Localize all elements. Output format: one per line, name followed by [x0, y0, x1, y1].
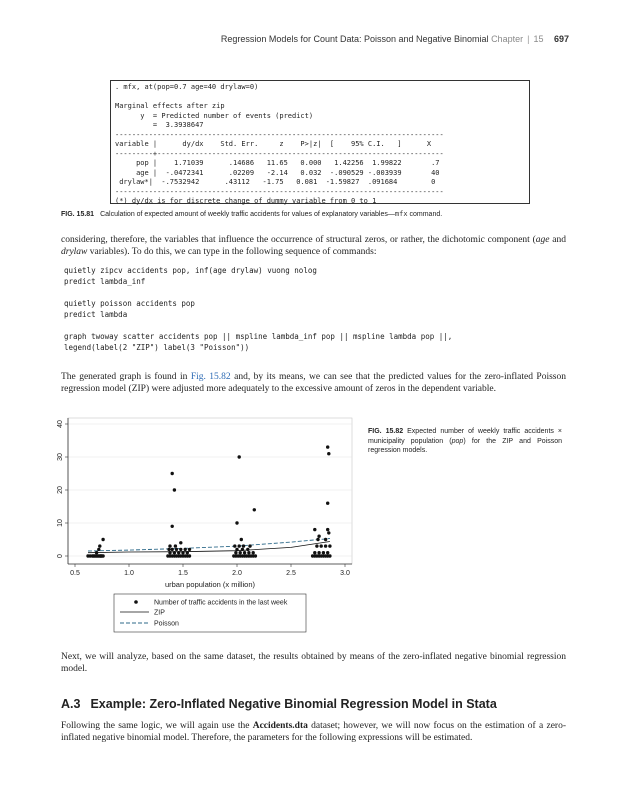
stata-line: ------------------------------------------------------------------------------ [115, 130, 444, 139]
y-tick-label: 10 [57, 519, 64, 527]
stata-line: (*) dy/dx is for discrete change of dummy variable from 0 to 1 [115, 197, 377, 205]
stata-line: . mfx, at(pop=0.7 age=40 drylaw=0) [115, 83, 259, 91]
stata-line: pop | 1.71039 .14686 11.65 0.000 1.42256 1.99822 .7 [115, 159, 440, 167]
code-line: quietly zipcv accidents pop, inf(age drylaw) vuong nolog [64, 266, 317, 275]
code-line: quietly poisson accidents pop [64, 299, 195, 308]
data-point [188, 548, 191, 551]
legend-zip: ZIP [154, 609, 165, 617]
data-point [101, 554, 104, 557]
data-point [173, 488, 176, 491]
data-point [324, 544, 327, 547]
stata-line: Marginal effects after zip [115, 102, 225, 110]
para1-end: variables). To do this, we can type in the following sequence of commands: [87, 247, 377, 257]
data-point [174, 544, 177, 547]
stata-line: age | -.0472341 .02209 -2.14 0.032 -.090529 -.003939 40 [115, 168, 440, 177]
data-point [175, 548, 178, 551]
data-point [181, 551, 184, 554]
data-point [240, 538, 243, 541]
data-point [95, 551, 98, 554]
poisson-line [88, 539, 330, 552]
data-point [326, 528, 329, 531]
axis-ticks [57, 420, 350, 577]
y-tick-label: 40 [57, 420, 64, 428]
fig-15-82-var: pop [451, 437, 464, 445]
fig-15-82-caption [368, 427, 562, 456]
data-point [242, 544, 245, 547]
scatter-points [86, 445, 331, 557]
data-point [317, 535, 320, 538]
fig-15-82-link[interactable]: Fig. 15.82 [190, 372, 231, 382]
data-point [327, 452, 330, 455]
x-tick-label: 2.5 [286, 570, 296, 577]
fig-15-81-text: Calculation of expected amount of weekly traffic accidents for values of explanatory variables— [100, 211, 395, 218]
x-tick-label: 1.5 [178, 570, 188, 577]
data-point [233, 544, 236, 547]
fig-15-82-text-a: Expected number of weekly traffic accidents × municipality population ( [368, 428, 562, 445]
data-point [188, 554, 191, 557]
data-point [253, 508, 256, 511]
data-point [326, 445, 329, 448]
data-point [177, 551, 180, 554]
stata-line: ---------+-------------------------------------------------------------------- [115, 149, 444, 158]
para1-var-age: age [535, 235, 550, 245]
data-point [326, 502, 329, 505]
data-point [171, 525, 174, 528]
data-point [328, 554, 331, 557]
data-point [179, 548, 182, 551]
header-chapter: Chapter [491, 34, 524, 44]
stata-line: ------------------------------------------------------------------------------ [115, 187, 444, 196]
para4-end: dataset; however, we will now focus on the estimation of a zero-inflated negative binomial model. Therefore, the parameters for the following expressions will be estimated. [61, 721, 566, 743]
section-number: A.3 [61, 697, 81, 711]
stata-line: drylaw*| -.7532942 .43112 -1.75 0.081 -1.59827 .091684 0 [115, 178, 436, 186]
fig-15-81-command: mfx [394, 210, 408, 218]
header-title: Regression Models for Count Data: Poisson and Negative Binomial [220, 34, 489, 44]
data-point [168, 544, 171, 547]
data-point [101, 538, 104, 541]
legend-poisson: Poisson [154, 620, 179, 628]
plot-region [68, 418, 352, 564]
x-axis-label: urban population (x million) [164, 580, 256, 589]
data-point [98, 544, 101, 547]
para3-text: Next, we will analyze, based on the same dataset, the results obtained by means of the zero-inflated negative binomial regression model. [61, 652, 566, 674]
data-point [322, 551, 325, 554]
data-point [317, 551, 320, 554]
data-point [168, 551, 171, 554]
paragraph-following [61, 720, 566, 744]
data-point [247, 551, 250, 554]
fig-15-82-text-b: ) for the ZIP and Poisson regression models. [368, 437, 562, 454]
data-point [246, 548, 249, 551]
dataset-name: Accidents.dta [252, 721, 308, 731]
gridlines [68, 424, 352, 556]
x-tick-label: 3.0 [340, 570, 350, 577]
data-point [328, 544, 331, 547]
y-tick-label: 20 [57, 486, 64, 494]
fig-15-81-label: FIG. 15.81 [61, 211, 95, 218]
data-point [171, 548, 174, 551]
data-point [326, 551, 329, 554]
section-title: Example: Zero-Inflated Negative Binomial Regression Model in Stata [90, 697, 497, 711]
series-lines [88, 539, 330, 553]
data-point [97, 548, 100, 551]
para1-mid: and [549, 235, 566, 245]
data-point [248, 544, 251, 547]
data-point [186, 551, 189, 554]
data-point [327, 531, 330, 534]
data-point [239, 551, 242, 554]
data-point [173, 551, 176, 554]
code-line: predict lambda_inf [64, 277, 146, 286]
x-tick-label: 0.5 [70, 570, 80, 577]
x-tick-label: 2.0 [232, 570, 242, 577]
legend-accidents: Number of traffic accidents in the last week [154, 599, 288, 607]
data-point [316, 538, 319, 541]
section-heading [61, 697, 507, 711]
code-line: legend(label(2 "ZIP") label(3 "Poisson")) [64, 343, 250, 352]
x-tick-label: 1.0 [124, 570, 134, 577]
data-point [315, 544, 318, 547]
data-point [324, 538, 327, 541]
data-point [234, 551, 237, 554]
data-point [235, 521, 238, 524]
stata-line: y = Predicted number of events (predict) [115, 111, 314, 120]
data-point [235, 548, 238, 551]
fig-15-81-text-end: command. [407, 211, 443, 218]
data-point [171, 472, 174, 475]
data-point [238, 455, 241, 458]
data-point [313, 551, 316, 554]
data-point [243, 551, 246, 554]
y-tick-label: 30 [57, 453, 64, 461]
para4-start: Following the same logic, we will again use the [61, 721, 253, 731]
data-point [320, 544, 323, 547]
code-line: predict lambda [64, 310, 128, 319]
header-separator: | [527, 34, 530, 44]
data-point [179, 541, 182, 544]
data-point [252, 551, 255, 554]
data-point [238, 544, 241, 547]
code-line: graph twoway scatter accidents pop || mspline lambda_inf pop || mspline lambda pop ||, [64, 332, 453, 341]
para1-text: considering, therefore, the variables that influence the occurrence of structural zeros, or rather, the dichotomic component ( [61, 235, 536, 245]
stata-line: = 3.3938647 [115, 121, 204, 129]
paragraph-next [61, 651, 566, 675]
header-chapter-number: 15 [533, 34, 544, 44]
data-point [313, 528, 316, 531]
legend-marker-accidents [134, 600, 138, 604]
page-number: 697 [553, 34, 569, 44]
para2-end: and, by its means, we can see that the predicted values for the zero-inflated Poisson regression model (ZIP) were adjusted more adequately to the excessive amount of zeros in the dependent variable. [61, 372, 566, 394]
stata-line: variable | dy/dx Std. Err. z P>|z| [ 95% C.I. ] X [115, 140, 432, 148]
para1-var-drylaw: drylaw [61, 247, 88, 257]
fig-15-82-label: FIG. 15.82 [368, 428, 404, 435]
y-tick-label: 0 [57, 554, 64, 558]
para2-start: The generated graph is found in [61, 372, 191, 382]
data-point [184, 548, 187, 551]
data-point [167, 548, 170, 551]
data-point [241, 548, 244, 551]
data-point [254, 554, 257, 557]
